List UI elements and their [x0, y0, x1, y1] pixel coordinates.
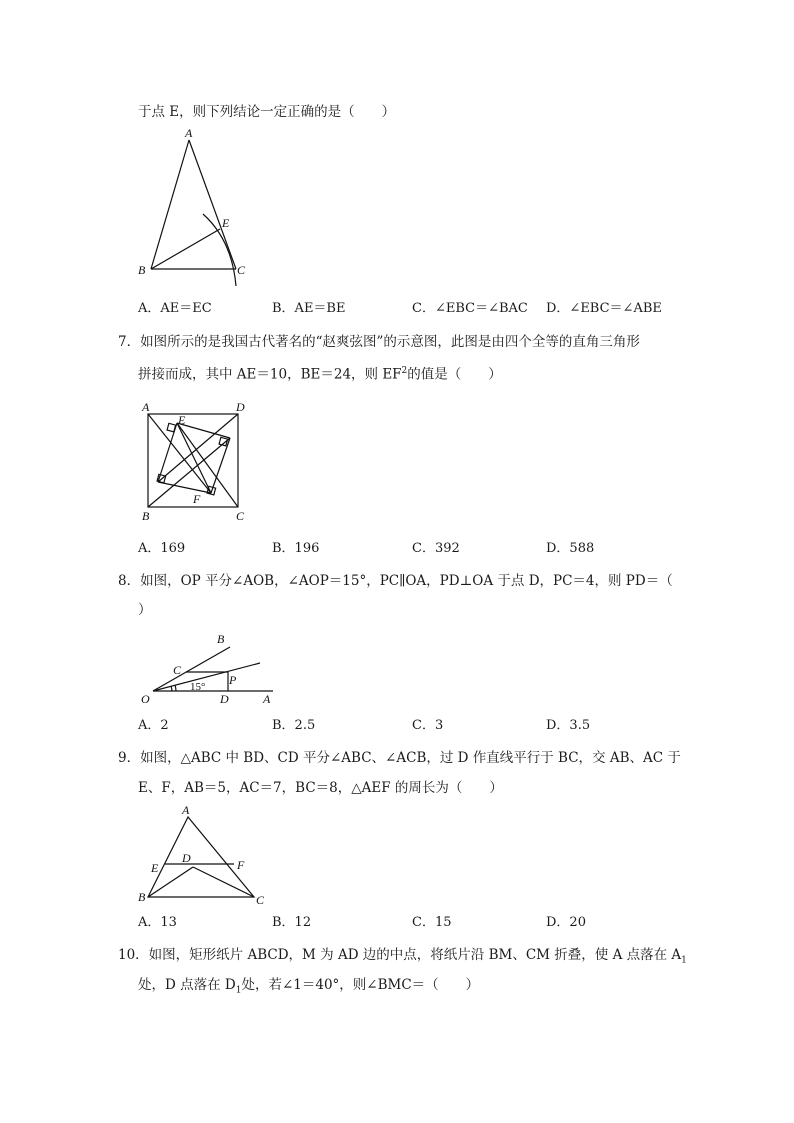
q6-option-c[interactable]: C．∠EBC＝∠BAC	[412, 301, 528, 316]
q7-label-f: F	[193, 492, 201, 506]
q9-label-f: F	[237, 858, 245, 872]
q9-label-a: A	[182, 803, 190, 817]
q9-option-c[interactable]: C．15	[412, 915, 452, 930]
q7-label-b: B	[142, 509, 150, 523]
q7-text-pre: 拼接而成，其中 AE＝10，BE＝24，则 EF	[138, 366, 402, 383]
q6-label-b: B	[138, 263, 146, 277]
q9-text-line1: 9．如图，△ABC 中 BD、CD 平分∠ABC、∠ACB，过 D 作直线平行于 BC，交 AB、AC 于	[118, 750, 681, 766]
q10-text-b: 处，若∠1＝40°，则∠BMC＝（ ）	[241, 977, 480, 993]
q8-option-a[interactable]: A．2	[138, 718, 169, 733]
q8-option-c[interactable]: C．3	[412, 718, 444, 733]
q7-option-b[interactable]: B．196	[272, 541, 320, 556]
q7-option-d[interactable]: D．588	[546, 541, 595, 556]
q7-label-e: E	[178, 413, 186, 427]
q8-label-c: C	[173, 663, 182, 677]
q7-label-a: A	[142, 400, 150, 414]
q8-label-o: O	[141, 692, 150, 706]
q8-text-line2: ）	[138, 602, 152, 618]
q9-option-a[interactable]: A．13	[138, 915, 177, 930]
q8-label-a: A	[263, 692, 271, 706]
q6-option-d[interactable]: D．∠EBC＝∠ABE	[546, 301, 662, 316]
q9-label-e: E	[151, 861, 159, 875]
q10-text-line2	[138, 976, 479, 1000]
q10-text-a: 处，D 点落在 D	[138, 977, 236, 993]
q9-label-b: B	[138, 890, 146, 904]
q8-option-d[interactable]: D．3.5	[546, 718, 591, 733]
q7-label-c: C	[236, 509, 245, 523]
q9-label-c: C	[256, 893, 265, 907]
q6-label-a: A	[185, 126, 193, 140]
q8-label-d: D	[220, 692, 229, 706]
q8-label-b: B	[217, 632, 225, 646]
q6-label-e: E	[222, 216, 230, 230]
q6-option-a[interactable]: A．AE＝EC	[138, 301, 212, 316]
q9-text-line2: E、F，AB＝5，AC＝7，BC＝8，△AEF 的周长为（ ）	[138, 780, 503, 796]
q7-option-a[interactable]: A．169	[138, 541, 186, 556]
q10-text-pre: 10．如图，矩形纸片 ABCD，M 为 AD 边的中点，将纸片沿 BM、CM 折叠，使 A 点落在 A	[118, 947, 682, 963]
q8-text-line1: 8．如图，OP 平分∠AOB，∠AOP＝15°，PC∥OA，PD⊥OA 于点 D，PC＝4，则 PD＝（	[118, 573, 673, 589]
q10-text-sub2: 1	[235, 985, 242, 996]
q7-text-sup: 2	[401, 366, 408, 376]
q6-label-c: C	[237, 263, 246, 277]
q9-option-d[interactable]: D．20	[546, 915, 586, 930]
q7-label-d: D	[236, 400, 245, 414]
q6-option-b[interactable]: B．AE＝BE	[272, 301, 346, 316]
q8-option-b[interactable]: B．2.5	[272, 718, 316, 733]
q6-text: 于点 E，则下列结论一定正确的是（ ）	[138, 104, 396, 120]
q7-text-line1: 7．如图所示的是我国古代著名的“赵爽弦图”的示意图，此图是由四个全等的直角三角形	[118, 334, 640, 350]
q8-angle-label: 15°	[190, 681, 206, 693]
q10-text-line1	[118, 946, 687, 970]
q9-label-d: D	[182, 851, 191, 865]
q8-label-p: P	[229, 673, 237, 687]
q7-text-post: 的值是（ ）	[407, 366, 502, 383]
q7-option-c[interactable]: C．392	[412, 541, 460, 556]
q10-text-sub1: 1	[681, 955, 687, 966]
q9-option-b[interactable]: B．12	[272, 915, 312, 930]
